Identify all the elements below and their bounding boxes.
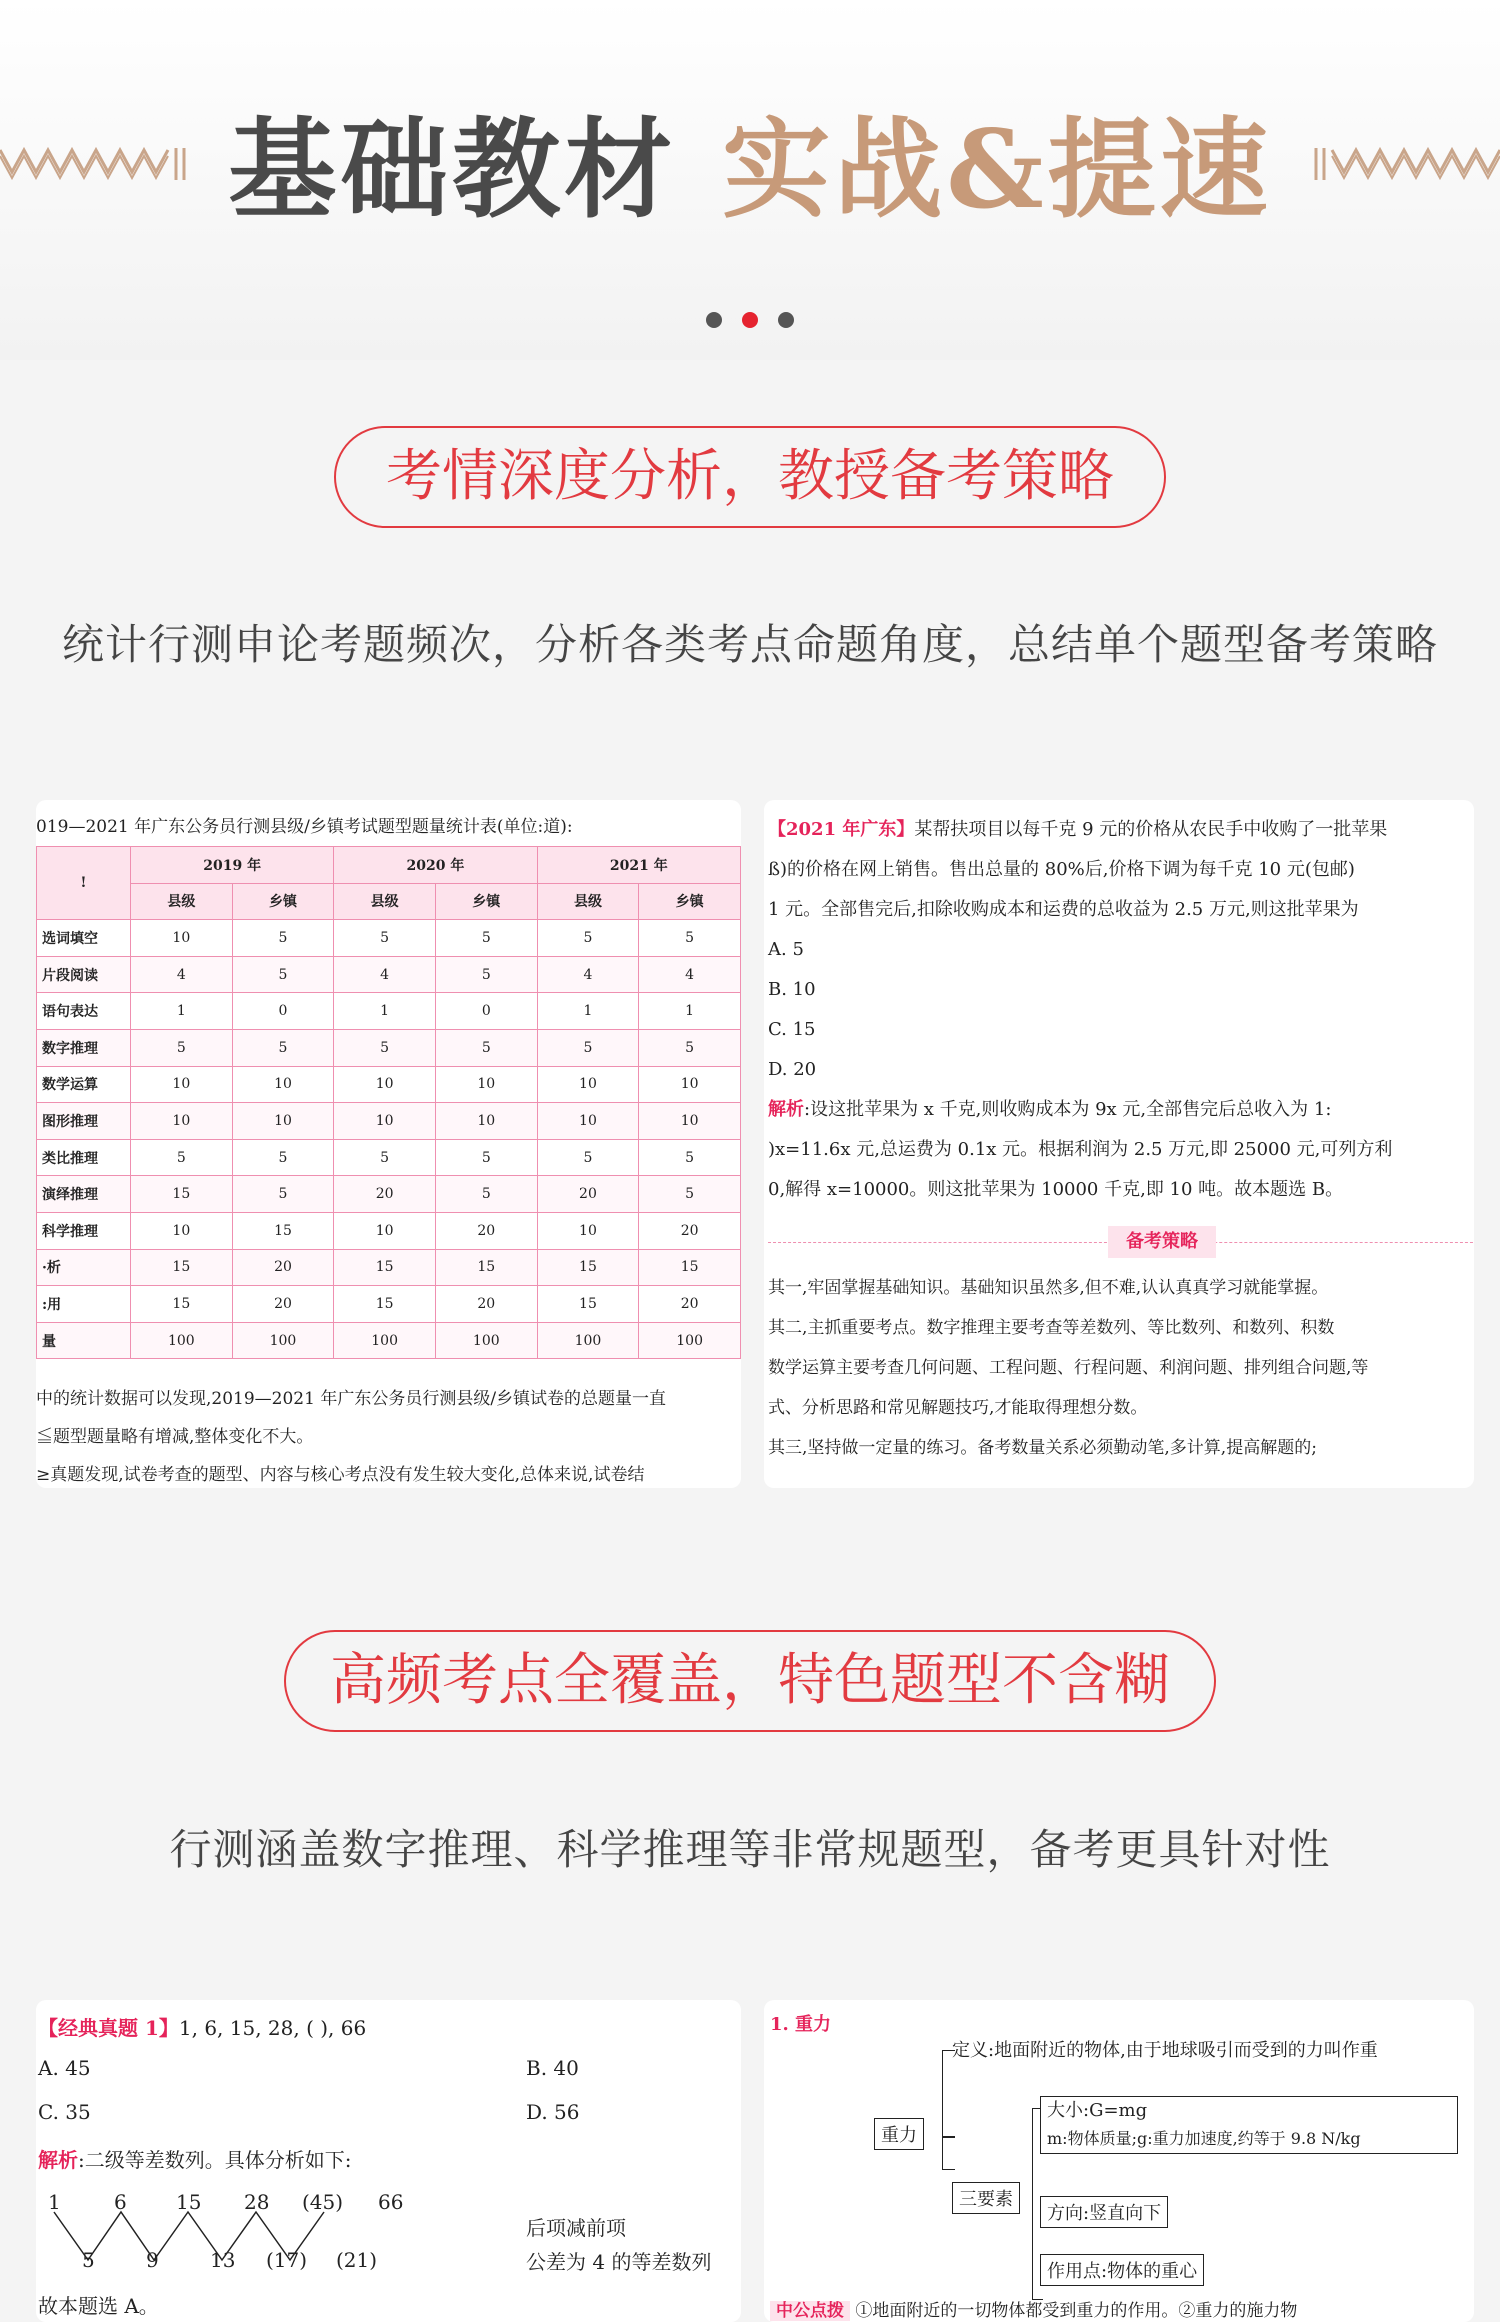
table-cell: 5 bbox=[334, 1139, 436, 1176]
bottom-seq-item: 13 bbox=[210, 2248, 236, 2272]
row-label: 数学运算 bbox=[37, 1066, 131, 1103]
three-elements-node: 三要素 bbox=[952, 2182, 1020, 2214]
table-cell: 5 bbox=[232, 1139, 334, 1176]
strategy-line: 其三,坚持做一定量的练习。备考数量关系必须勤动笔,多计算,提高解题的; bbox=[768, 1438, 1317, 1458]
table-cell: 10 bbox=[334, 1066, 436, 1103]
analysis-label: 解析 bbox=[38, 2148, 78, 2172]
table-row bbox=[37, 993, 741, 1030]
row-label: 片段阅读 bbox=[37, 956, 131, 993]
table-cell: 5 bbox=[537, 1139, 639, 1176]
stats-summary bbox=[36, 1380, 741, 1488]
top-seq-item: (45) bbox=[302, 2190, 344, 2214]
table-row bbox=[37, 1139, 741, 1176]
question-line: ß)的价格在网上销售。售出总量的 80%后,价格下调为每千克 10 元(包邮) bbox=[768, 859, 1355, 880]
option: B. 10 bbox=[768, 979, 816, 1000]
option: A. 5 bbox=[768, 939, 804, 960]
table-cell: 1 bbox=[131, 993, 233, 1030]
concept-heading: 1. 重力 bbox=[770, 2014, 832, 2035]
table-cell: 10 bbox=[537, 1212, 639, 1249]
direction-box: 方向:竖直向下 bbox=[1040, 2196, 1168, 2228]
tree-brace bbox=[942, 2050, 955, 2138]
strategy-divider bbox=[768, 1220, 1474, 1268]
table-cell: 15 bbox=[131, 1286, 233, 1323]
section2-heading-pill: 高频考点全覆盖，特色题型不含糊 bbox=[284, 1630, 1216, 1732]
table-cell: 15 bbox=[537, 1249, 639, 1286]
row-label: 选词填空 bbox=[37, 920, 131, 957]
table-cell: 1 bbox=[639, 993, 741, 1030]
table-cell: 15 bbox=[334, 1286, 436, 1323]
table-cell: 15 bbox=[131, 1249, 233, 1286]
note-line: 公差为 4 的等差数列 bbox=[526, 2250, 712, 2274]
table-cell: 5 bbox=[537, 920, 639, 957]
table-row bbox=[37, 920, 741, 957]
table-cell: 100 bbox=[131, 1322, 233, 1359]
definition-text: 定义:地面附近的物体,由于地球吸引而受到的力叫作重 bbox=[952, 2040, 1378, 2061]
table-cell: 5 bbox=[232, 956, 334, 993]
bottom-seq-item: (17) bbox=[266, 2248, 308, 2272]
table-cell: 10 bbox=[537, 1066, 639, 1103]
table-cell: 20 bbox=[537, 1176, 639, 1213]
sequence-zigzag bbox=[36, 2190, 536, 2290]
year-header: 2019 年 bbox=[131, 847, 334, 884]
table-cell: 15 bbox=[232, 1212, 334, 1249]
table-cell: 15 bbox=[131, 1176, 233, 1213]
table-cell: 10 bbox=[131, 1103, 233, 1140]
row-label: ·析 bbox=[37, 1249, 131, 1286]
top-seq-item: 1 bbox=[48, 2190, 61, 2214]
root-node: 重力 bbox=[874, 2118, 924, 2150]
question-text: 1, 6, 15, 28, ( ), 66 bbox=[178, 2016, 367, 2040]
bottom-seq-item: (21) bbox=[336, 2248, 378, 2272]
table-cell: 10 bbox=[131, 1212, 233, 1249]
level-header: 县级 bbox=[131, 883, 233, 920]
question-line bbox=[768, 810, 1474, 850]
level-header: 乡镇 bbox=[639, 883, 741, 920]
table-cell: 0 bbox=[435, 993, 537, 1030]
table-cell: 15 bbox=[435, 1249, 537, 1286]
question-line bbox=[38, 2012, 366, 2041]
table-cell: 10 bbox=[334, 1103, 436, 1140]
option: D. 20 bbox=[768, 1059, 817, 1080]
analysis-line bbox=[768, 1090, 1474, 1130]
top-seq-item: 15 bbox=[176, 2190, 202, 2214]
physics-concept-card bbox=[764, 2000, 1474, 2322]
sequence-question-card bbox=[36, 2000, 741, 2322]
table-cell: 100 bbox=[232, 1322, 334, 1359]
level-header: 乡镇 bbox=[232, 883, 334, 920]
table-cell: 5 bbox=[639, 1029, 741, 1066]
top-seq-item: 6 bbox=[114, 2190, 127, 2214]
table-cell: 10 bbox=[131, 920, 233, 957]
exam-question-card bbox=[764, 800, 1474, 1488]
row-label: 图形推理 bbox=[37, 1103, 131, 1140]
table-row bbox=[37, 1212, 741, 1249]
table-row bbox=[37, 1286, 741, 1323]
table-cell: 20 bbox=[334, 1176, 436, 1213]
tip-label: 中公点拨 bbox=[770, 2301, 850, 2321]
strategy-line: 其二,主抓重要考点。数字推理主要考查等差数列、等比数列、和数列、积数 bbox=[768, 1318, 1335, 1338]
table-row bbox=[37, 1066, 741, 1103]
table-cell: 5 bbox=[334, 1029, 436, 1066]
row-label: 量 bbox=[37, 1322, 131, 1359]
summary-line: 中的统计数据可以发现,2019—2021 年广东公务员行测县级/乡镇试卷的总题量一直 bbox=[36, 1389, 667, 1409]
top-seq-item: 28 bbox=[244, 2190, 270, 2214]
bottom-seq-item: 5 bbox=[82, 2248, 95, 2272]
table-cell: 5 bbox=[131, 1139, 233, 1176]
question-text: 某帮扶项目以每千克 9 元的价格从农民手中收购了一批苹果 bbox=[914, 819, 1388, 840]
table-cell: 10 bbox=[639, 1103, 741, 1140]
table-cell: 5 bbox=[639, 920, 741, 957]
table-cell: 10 bbox=[232, 1066, 334, 1103]
table-cell: 100 bbox=[334, 1322, 436, 1359]
table-cell: 20 bbox=[435, 1286, 537, 1323]
title-left: 基础教材 bbox=[228, 107, 677, 233]
section2-description: 行测涵盖数字推理、科学推理等非常规题型，备考更具针对性 bbox=[169, 1825, 1331, 1874]
analysis-line: )x=11.6x 元,总运费为 0.1x 元。根据利润为 2.5 万元,即 25000 元,可列方利 bbox=[768, 1139, 1393, 1160]
row-label: 语句表达 bbox=[37, 993, 131, 1030]
summary-line: ≥真题发现,试卷考查的题型、内容与核心考点没有发生较大变化,总体来说,试卷结 bbox=[36, 1465, 645, 1485]
stats-table-card bbox=[36, 800, 741, 1488]
table-cell: 5 bbox=[537, 1029, 639, 1066]
table-cell: 5 bbox=[435, 1176, 537, 1213]
table-cell: 5 bbox=[435, 956, 537, 993]
table-cell: 1 bbox=[537, 993, 639, 1030]
question-tag: 【经典真题 1】 bbox=[38, 2016, 179, 2040]
row-label: 数字推理 bbox=[37, 1029, 131, 1066]
carousel-indicator bbox=[0, 312, 1500, 332]
carousel-dot-2[interactable] bbox=[742, 312, 758, 328]
stats-table bbox=[36, 846, 741, 1359]
table-row bbox=[37, 1322, 741, 1359]
table-cell: 5 bbox=[435, 1029, 537, 1066]
table-cell: 15 bbox=[537, 1286, 639, 1323]
strategy-line: 数学运算主要考查几何问题、工程问题、行程问题、利润问题、排列组合问题,等 bbox=[768, 1358, 1369, 1378]
analysis-text: :设这批苹果为 x 千克,则收购成本为 9x 元,全部售完后总收入为 1: bbox=[804, 1099, 1332, 1120]
strategy-label: 备考策略 bbox=[1108, 1226, 1216, 1258]
table-cell: 1 bbox=[334, 993, 436, 1030]
table-cell: 10 bbox=[334, 1212, 436, 1249]
strategy-line: 式、分析思路和常见解题技巧,才能取得理想分数。 bbox=[768, 1398, 1148, 1418]
table-cell: 10 bbox=[639, 1066, 741, 1103]
table-row bbox=[37, 956, 741, 993]
title-right: 实战&提速 bbox=[722, 107, 1272, 233]
table-cell: 100 bbox=[639, 1322, 741, 1359]
tree-brace bbox=[942, 2136, 955, 2170]
analysis-line bbox=[38, 2144, 351, 2173]
table-cell: 4 bbox=[537, 956, 639, 993]
strategy-line: 其一,牢固掌握基础知识。基础知识虽然多,但不难,认认真真学习就能掌握。 bbox=[768, 1278, 1329, 1298]
option-b: B. 40 bbox=[526, 2056, 579, 2080]
section1-heading-pill: 考情深度分析，教授备考策略 bbox=[334, 426, 1166, 528]
table-cell: 15 bbox=[639, 1249, 741, 1286]
table-cell: 4 bbox=[131, 956, 233, 993]
option-c: C. 35 bbox=[38, 2100, 91, 2124]
note-line: 后项减前项 bbox=[526, 2216, 626, 2240]
size-text: 大小:G=mg bbox=[1047, 2100, 1148, 2121]
year-header: 2021 年 bbox=[537, 847, 740, 884]
table-cell: 4 bbox=[334, 956, 436, 993]
section1-description: 统计行测申论考题频次，分析各类考点命题角度，总结单个题型备考策略 bbox=[61, 620, 1438, 669]
row-label: :用 bbox=[37, 1286, 131, 1323]
bottom-seq-item: 9 bbox=[146, 2248, 159, 2272]
level-header: 县级 bbox=[334, 883, 436, 920]
table-cell: 20 bbox=[639, 1212, 741, 1249]
table-cell: 20 bbox=[232, 1286, 334, 1323]
row-label: 演绎推理 bbox=[37, 1176, 131, 1213]
table-cell: 20 bbox=[435, 1212, 537, 1249]
point-box: 作用点:物体的重心 bbox=[1040, 2254, 1204, 2286]
table-cell: 0 bbox=[232, 993, 334, 1030]
table-cell: 5 bbox=[131, 1029, 233, 1066]
table-cell: 10 bbox=[537, 1103, 639, 1140]
question-tag: 【2021 年广东】 bbox=[768, 819, 915, 840]
table-cell: 5 bbox=[232, 1176, 334, 1213]
table-cell: 10 bbox=[131, 1066, 233, 1103]
question-line: 1 元。全部售完后,扣除收购成本和运费的总收益为 2.5 万元,则这批苹果为 bbox=[768, 899, 1359, 920]
analysis-label: 解析 bbox=[768, 1099, 804, 1120]
table-cell: 5 bbox=[334, 920, 436, 957]
carousel-dot-1[interactable] bbox=[706, 312, 722, 328]
tip-line bbox=[770, 2296, 1297, 2321]
option-a: A. 45 bbox=[38, 2056, 91, 2080]
level-header: 县级 bbox=[537, 883, 639, 920]
option: C. 15 bbox=[768, 1019, 816, 1040]
table-cell: 100 bbox=[435, 1322, 537, 1359]
table-row bbox=[37, 1249, 741, 1286]
carousel-dot-3[interactable] bbox=[778, 312, 794, 328]
mass-text: m:物体质量;g:重力加速度,约等于 9.8 N/kg bbox=[1047, 2129, 1361, 2148]
table-cell: 10 bbox=[435, 1066, 537, 1103]
table-cell: 5 bbox=[232, 1029, 334, 1066]
analysis-text: :二级等差数列。具体分析如下: bbox=[78, 2148, 352, 2172]
table-cell: 5 bbox=[639, 1176, 741, 1213]
tip-text: ①地面附近的一切物体都受到重力的作用。②重力的施力物 bbox=[855, 2301, 1298, 2321]
summary-line: ≦题型题量略有增减,整体变化不大。 bbox=[36, 1427, 314, 1447]
table-corner: ! bbox=[37, 847, 131, 920]
table-row bbox=[37, 1029, 741, 1066]
table-cell: 20 bbox=[639, 1286, 741, 1323]
table-cell: 4 bbox=[639, 956, 741, 993]
table-cell: 5 bbox=[639, 1139, 741, 1176]
row-label: 类比推理 bbox=[37, 1139, 131, 1176]
row-label: 科学推理 bbox=[37, 1212, 131, 1249]
size-box bbox=[1040, 2096, 1458, 2154]
table-cell: 5 bbox=[435, 1139, 537, 1176]
option-d: D. 56 bbox=[526, 2100, 580, 2124]
page-title bbox=[0, 105, 1500, 235]
table-cell: 5 bbox=[232, 920, 334, 957]
analysis-line: 0,解得 x=10000。则这批苹果为 10000 千克,即 10 吨。故本题选 B。 bbox=[768, 1179, 1344, 1200]
table-cell: 100 bbox=[537, 1322, 639, 1359]
table-row bbox=[37, 1176, 741, 1213]
table-cell: 15 bbox=[334, 1249, 436, 1286]
top-seq-item: 66 bbox=[378, 2190, 404, 2214]
level-header: 乡镇 bbox=[435, 883, 537, 920]
table-row bbox=[37, 1103, 741, 1140]
stats-table-title: 019—2021 年广东公务员行测县级/乡镇考试题型题量统计表(单位:道): bbox=[36, 817, 573, 837]
year-header: 2020 年 bbox=[334, 847, 537, 884]
table-cell: 20 bbox=[232, 1249, 334, 1286]
table-cell: 10 bbox=[232, 1103, 334, 1140]
table-cell: 5 bbox=[435, 920, 537, 957]
table-cell: 10 bbox=[435, 1103, 537, 1140]
answer-line: 故本题选 A。 bbox=[38, 2294, 159, 2318]
